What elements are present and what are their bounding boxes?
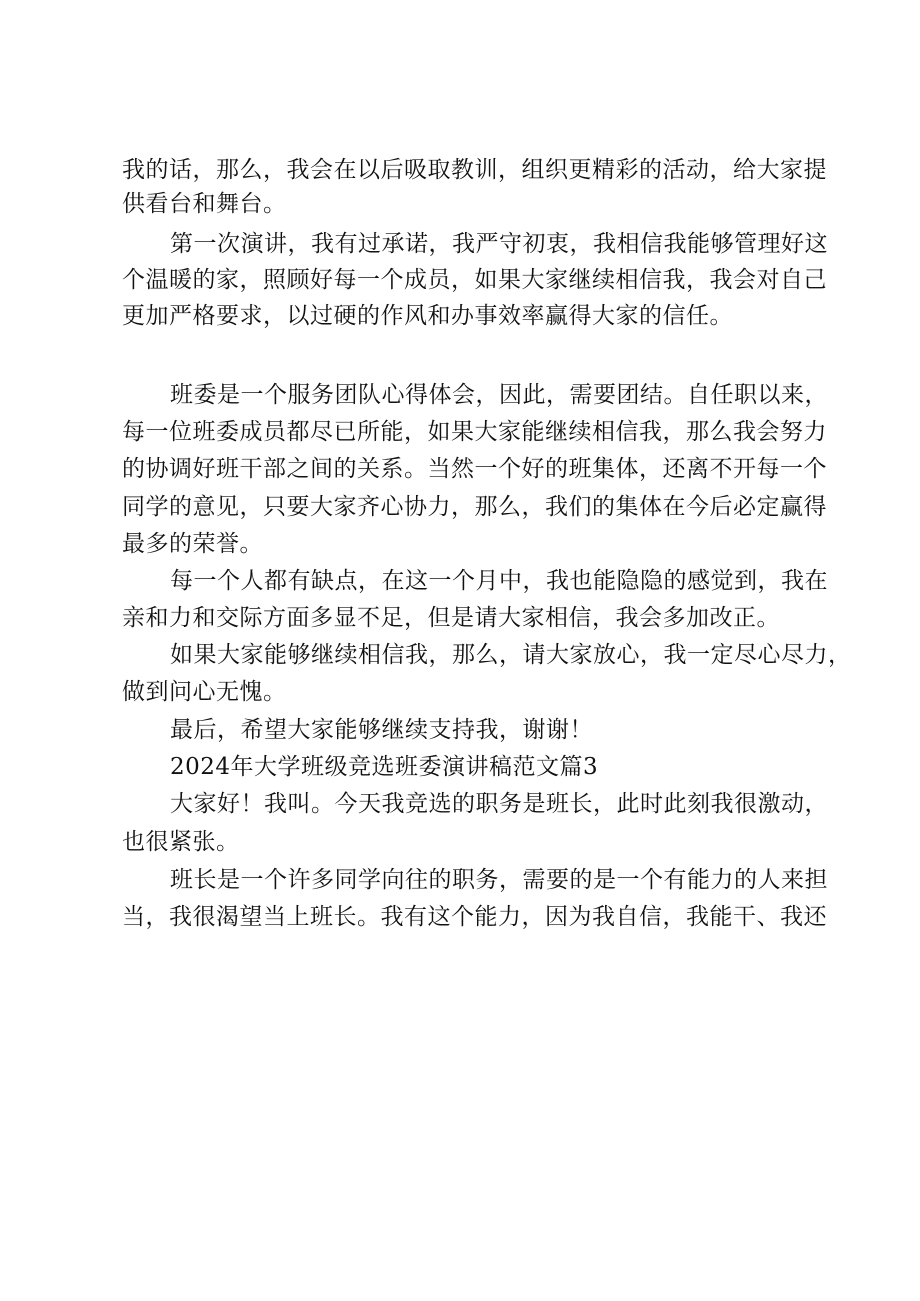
text-line: 亲和力和交际方面多显不足，但是请大家相信，我会多加改正。 <box>122 605 780 631</box>
text-line: 大家好！我叫。今天我竞选的职务是班长，此时此刻我很激动， <box>170 791 828 817</box>
section-heading: 2024年大学班级竞选班委演讲稿范文篇3 <box>170 754 599 780</box>
text-line: 我的话，那么，我会在以后吸取教训，组织更精彩的活动，给大家提 <box>122 157 827 183</box>
text-line: 每一个人都有缺点，在这一个月中，我也能隐隐的感觉到，我在 <box>170 568 828 594</box>
text-line: 同学的意见，只要大家齐心协力，那么，我们的集体在今后必定赢得 <box>122 494 827 520</box>
text-line: 当，我很渴望当上班长。我有这个能力，因为我自信，我能干、我还 <box>122 904 827 930</box>
text-line: 供看台和舞台。 <box>122 191 287 217</box>
text-line: 第一次演讲，我有过承诺，我严守初衷，我相信我能够管理好这 <box>170 231 828 257</box>
text-line: 个温暖的家，照顾好每一个成员，如果大家继续相信我，我会对自己 <box>122 267 827 293</box>
text-line: 班长是一个许多同学向往的职务，需要的是一个有能力的人来担 <box>170 867 828 893</box>
text-line: 班委是一个服务团队心得体会，因此，需要团结。自任职以来， <box>170 382 828 408</box>
text-line: 每一位班委成员都尽已所能，如果大家能继续相信我，那么我会努力 <box>122 419 827 445</box>
text-line: 更加严格要求，以过硬的作风和办事效率赢得大家的信任。 <box>122 303 733 329</box>
text-line: 最多的荣誉。 <box>122 531 263 557</box>
text-line: 最后，希望大家能够继续支持我，谢谢！ <box>170 717 593 743</box>
text-line: 做到问心无愧。 <box>122 679 287 705</box>
text-line: 也很紧张。 <box>122 829 240 855</box>
text-line: 的协调好班干部之间的关系。当然一个好的班集体，还离不开每一个 <box>122 456 827 482</box>
text-line: 如果大家能够继续相信我，那么，请大家放心，我一定尽心尽力， <box>170 642 852 668</box>
